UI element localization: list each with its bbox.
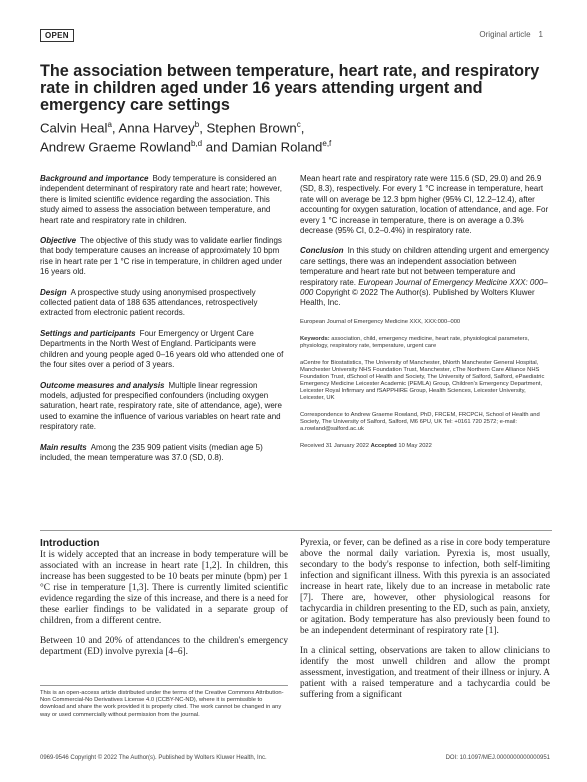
accepted-date: 10 May 2022: [398, 442, 432, 449]
body-paragraph: Pyrexia, or fever, can be defined as a rise in core body temperature above the normal daily variation. Pyrexia is, most usually, secondary to the body's response to infection, both self-limiting infection and significant illness. With this pyrexia is an associated increase in heart rate, likely due to an increase in metabolic rate [7]. There are, however, other physiological reasons for tachycardia in children presenting to the ED, such as pain, anxiety, or agitation. Body temperature has also previously been found to be an independent determinant of respiratory rate [1].: [300, 538, 550, 636]
abstract-conclusion: [300, 246, 552, 308]
received-accepted: [300, 443, 552, 450]
body-right-column: [300, 538, 550, 710]
author-name: Anna Harvey: [118, 120, 195, 136]
license-note: This is an open-access article distributed under the terms of the Creative Commons Attribution-Non Commercial-No Derivatives License 4.0 (CCBY-NC-ND), where it is permissible to download and share the work provided it is properly cited. The work cannot be changed in any way or used commercially without permission from the journal.: [40, 685, 288, 719]
author-affiliation: b,d: [191, 139, 203, 149]
abstract-heading: Main results: [40, 442, 87, 452]
keywords: [300, 336, 552, 350]
author-list: Calvin Heal$^a$, Anna Harvey$^b$, Stephen Brown$^c$, Andrew Graeme Rowland$^{b,d}$ and Damian Roland$^{e,f}$: [40, 120, 332, 155]
abstract-text: Four Emergency or Urgent Care Departments in the North West of England. Participants were children and young people aged 0–16 years old who attended one of the four sites over a period of 3 years.: [40, 328, 284, 370]
abstract-heading: Design: [40, 287, 67, 297]
article-title: The association between temperature, heart rate, and respiratory rate in children aged under 16 years attending urgent and emergency care settings: [40, 62, 540, 114]
abstract-text: A prospective study using anonymised prospectively collected patient data of 188 635 attendances, retrospectively extracted from electronic patient records.: [40, 287, 258, 318]
author-affiliation: e,f: [322, 139, 332, 149]
abstract-right-column: [300, 174, 552, 460]
author-name: Damian Roland: [231, 139, 323, 155]
author-affiliation: b: [194, 120, 200, 129]
intro-heading: Introduction: [40, 538, 100, 549]
abstract-heading: Settings and participants: [40, 328, 136, 338]
article-type: Original article: [479, 30, 531, 39]
abstract-text: The objective of this study was to validate earlier findings that body temperature causes an increase of approximately 10 bpm rise in heart rate per 1 °C rise in temperature, in children aged under 16 years old.: [40, 236, 282, 277]
page-number: 1: [538, 30, 543, 39]
abstract-objective: [40, 236, 285, 278]
body-left-column: [40, 538, 288, 667]
received-date: 31 January 2022: [325, 442, 369, 449]
journal-line: European Journal of Emergency Medicine XXX, XXX:000–000: [300, 318, 461, 325]
affiliations: aCentre for Biostatistics, The University of Manchester, bNorth Manchester General Hospital, Manchester University NHS Foundation Trust, Manchester, cThe Northern Care Alliance NHS Foundation Trust, dSchool of Health and Society, The University of Salford, Salford, ePaediatric Emergency Medicine Leicester Academic (PEMLA) Group, Children's Emergency Department, Leicester Royal Infirmary and fSAPPHIRE Group, Health Sciences, Leicester University, Leicester, UK: [300, 359, 545, 401]
abstract-left-column: [40, 174, 285, 473]
running-header: [479, 30, 543, 39]
footer-copyright: 0969-9546 Copyright © 2022 The Author(s). Published by Wolters Kluwer Health, Inc.: [40, 755, 267, 761]
abstract-background: [40, 174, 285, 226]
footer-doi: DOI: 10.1097/MEJ.0000000000000951: [445, 755, 550, 761]
open-access-badge: OPEN: [40, 29, 74, 42]
journal-citation: European Journal of Emergency Medicine XXX: 000–000: [300, 277, 548, 298]
keywords-text: association, child, emergency medicine, heart rate, physiological parameters, physiology, respiratory rate, temperature, urgent care: [300, 335, 530, 349]
author-affiliation: c: [296, 120, 301, 129]
copyright-line: Copyright © 2022 The Author(s). Published by Wolters Kluwer Health, Inc.: [300, 288, 535, 308]
author-affiliation: a: [107, 120, 112, 129]
abstract-text: Multiple linear regression models, adjusted for prespecified confounders (including oxygen saturation, heart rate, respiratory rate, site of attendance, age), were used to examine the influence of various variables on heart rate and respiratory rate.: [40, 380, 282, 432]
abstract-heading: Outcome measures and analysis: [40, 380, 165, 390]
abstract-design: [40, 288, 285, 319]
section-divider: [40, 530, 552, 531]
author-name: Andrew Graeme Rowland: [40, 139, 191, 155]
abstract-heading: Background and importance: [40, 174, 149, 183]
body-paragraph: In a clinical setting, observations are taken to allow clinicians to identify the most unwell children and allow the prompt assessment, investigation, and treatment of their illness or injury. A patient with a raised temperature and a tachycardia could be suffering from a significant: [300, 646, 550, 700]
body-paragraph: Between 10 and 20% of attendances to the children's emergency department (ED) involve pyrexia [4–6].: [40, 636, 288, 657]
correspondence: Correspondence to Andrew Graeme Rowland, PhD, FRCEM, FRCPCH, School of Health and Society, The University of Salford, Salford, M6 6PU, UK Tel: +0161 720 2572; e-mail: a.rowland@salford.ac.uk: [300, 411, 540, 432]
abstract-text: In this study on children attending urgent and emergency care settings, there was an independent association between temperature and heart rate but not between temperature and respiratory rate.: [300, 246, 550, 287]
author-name: Stephen Brown: [206, 120, 297, 136]
abstract-heading: Objective: [40, 236, 77, 246]
author-name: Calvin Heal: [40, 120, 108, 136]
abstract-text: Among the 235 909 patient visits (median age 5) included, the mean temperature was 37.0 (SD, 0.8).: [40, 442, 263, 462]
received-label: Received: [300, 442, 325, 449]
abstract-text: Body temperature is considered an independent determinant of respiratory rate and heart rate; however, there is limited scientific evidence regarding the association. This study aimed to assess the association between temperature, and heart rate and respiratory rate in children.: [40, 174, 282, 225]
body-paragraph: It is widely accepted that an increase in body temperature will be associated with an increase in heart rate [1,2]. In children, this increase has been suggested to be 10 beats per minute (bpm) per 1 °C rise in temperature [1,3]. There is currently limited scientific evidence regarding the size of this increase, and there is a need for these earlier findings to be validated in a separate group of children, from a different centre.: [40, 550, 288, 626]
abstract-results-continued: Mean heart rate and respiratory rate were 115.6 (SD, 29.0) and 26.9 (SD, 8.3), respectively. For every 1 °C increase in temperature, heart rate will on average be 12.3 bpm higher (95% CI, 12.2–12.4), after accounting for oxygen saturation, location of attendance, and age. For every 1 °C increase in temperature, there is on average a 0.3% decrease (95% CI, 0.2–0.4%) in respiratory rate.: [300, 174, 549, 236]
abstract-settings: [40, 329, 285, 371]
abstract-heading: Conclusion: [300, 246, 344, 256]
accepted-label: Accepted: [370, 442, 397, 449]
abstract-results: [40, 443, 285, 464]
abstract-outcome: [40, 381, 285, 433]
keywords-label: Keywords:: [300, 335, 330, 342]
